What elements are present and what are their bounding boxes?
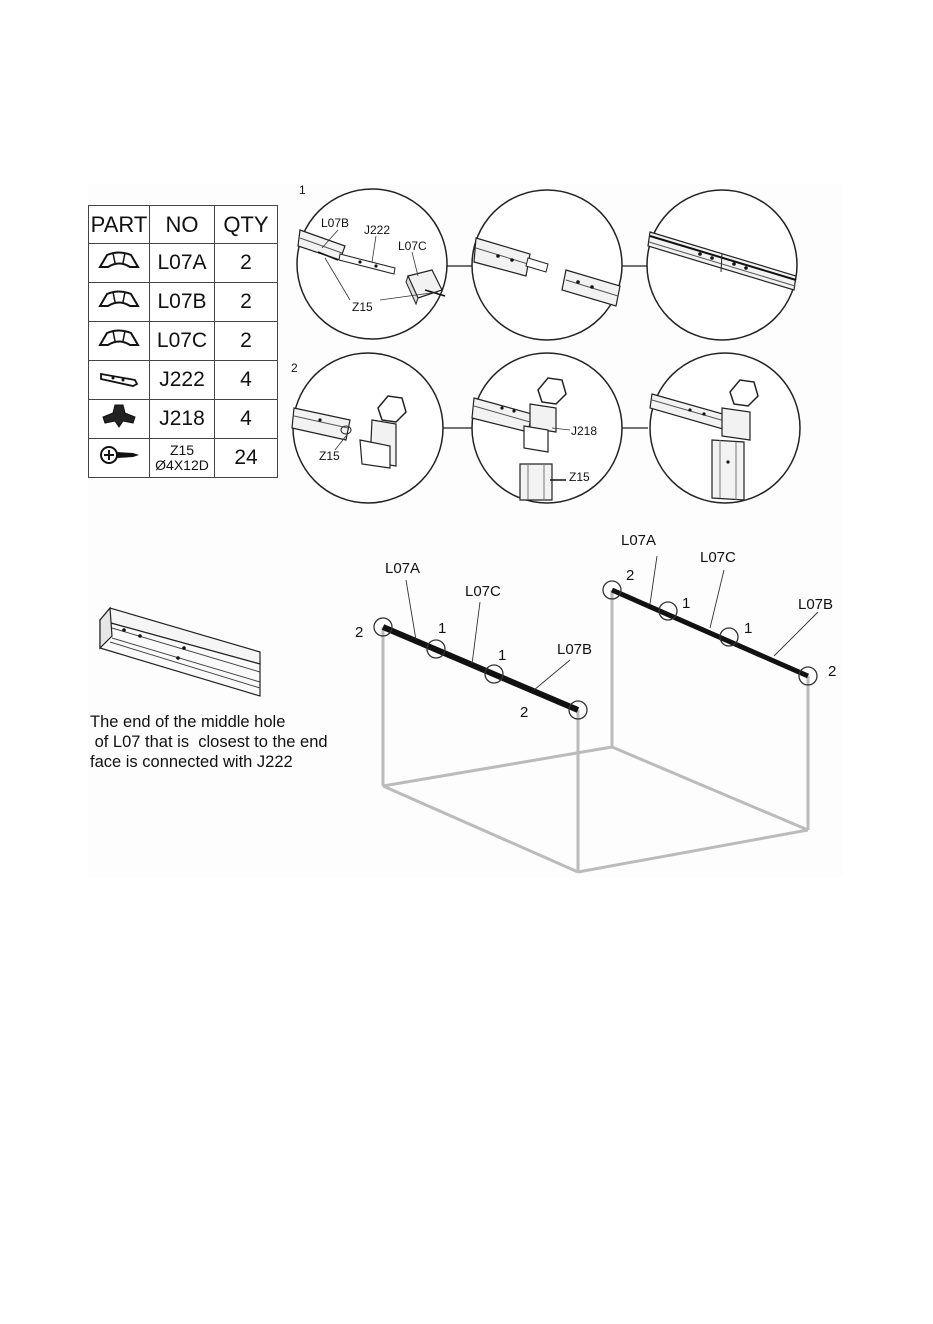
header-part: PART (89, 206, 150, 244)
front-pos-right: 2 (520, 704, 529, 721)
part-number-line2: Ø4X12D (155, 457, 209, 473)
back-pos-right: 2 (828, 663, 837, 680)
header-qty: QTY (215, 206, 278, 244)
part-qty: 24 (215, 439, 278, 478)
part-number-line1: Z15 (169, 442, 195, 458)
step-1-number: 1 (299, 183, 306, 197)
part-number: L07B (150, 283, 215, 322)
back-pos-1b: 1 (744, 620, 753, 637)
profile-detail (100, 608, 260, 696)
label-j218: J218 (571, 424, 598, 438)
back-label-l07c: L07C (700, 549, 736, 566)
label-j222: J222 (364, 223, 391, 237)
note-line-1: The end of the middle hole (90, 713, 286, 731)
note-line-3: face is connected with J222 (90, 753, 293, 771)
part-number: J218 (150, 400, 215, 439)
step-2-detail-3 (650, 353, 800, 503)
back-pos-left: 2 (626, 567, 635, 584)
front-label-l07c: L07C (465, 583, 501, 600)
step-2-number: 2 (291, 361, 298, 375)
back-label-l07b: L07B (798, 596, 834, 613)
front-beam (355, 560, 592, 721)
front-pos-1b: 1 (498, 647, 507, 664)
part-number: J222 (150, 361, 215, 400)
front-pos-1a: 1 (438, 620, 447, 637)
step-1-detail-2 (472, 190, 622, 340)
label-l07b: L07B (321, 216, 350, 230)
front-label-l07a: L07A (385, 560, 421, 577)
back-beam (603, 532, 836, 685)
part-qty: 4 (215, 361, 278, 400)
back-label-l07a: L07A (621, 532, 657, 549)
step-2-detail-1 (292, 353, 443, 503)
step-1-detail-1 (297, 189, 447, 339)
part-qty: 2 (215, 244, 278, 283)
front-pos-left: 2 (355, 624, 364, 641)
label-z15-right: Z15 (569, 470, 590, 484)
label-l07c: L07C (398, 239, 427, 253)
label-z15-left: Z15 (319, 449, 340, 463)
label-z15: Z15 (352, 300, 373, 314)
part-qty: 2 (215, 322, 278, 361)
back-pos-1a: 1 (682, 595, 691, 612)
part-number: L07A (150, 244, 215, 283)
front-label-l07b: L07B (557, 641, 593, 658)
part-qty: 2 (215, 283, 278, 322)
part-number: L07C (150, 322, 215, 361)
header-no: NO (150, 206, 215, 244)
part-qty: 4 (215, 400, 278, 439)
step-1-detail-3 (647, 190, 797, 340)
assembly-note (90, 712, 380, 772)
step-2-detail-2 (472, 353, 622, 503)
note-line-2: of L07 that is closest to the end (90, 733, 328, 751)
